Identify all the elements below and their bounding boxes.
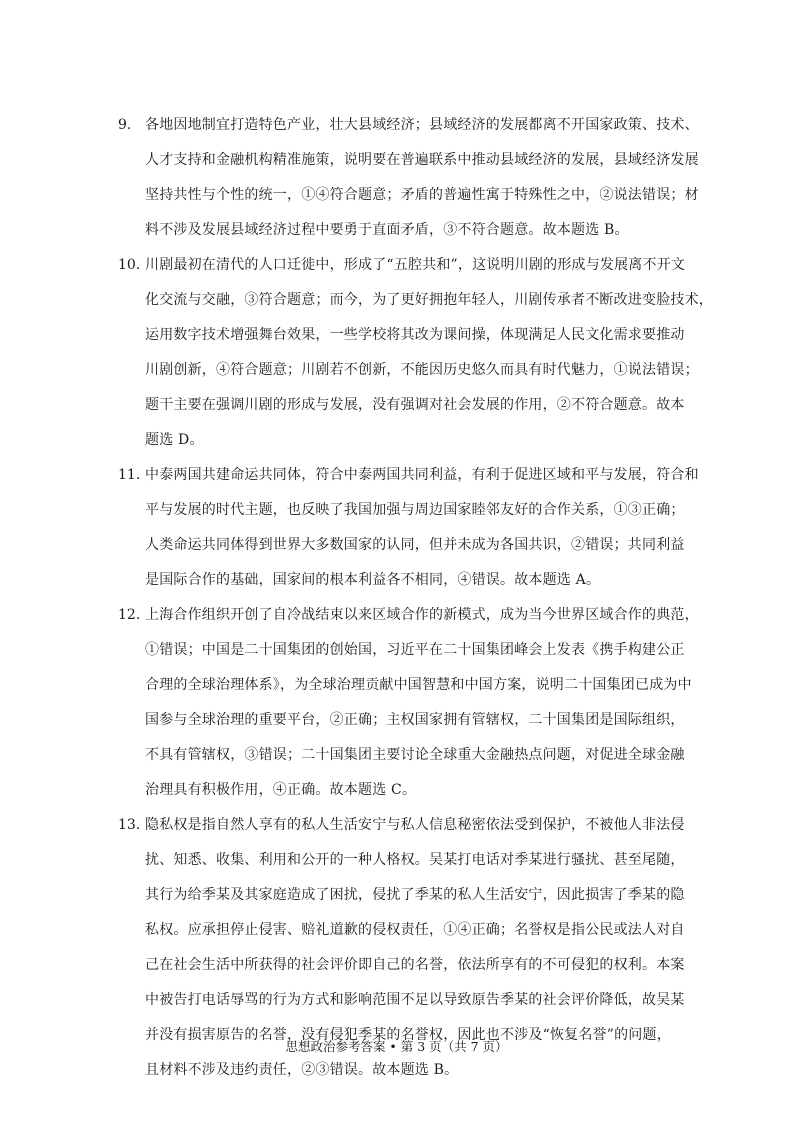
answer-item xyxy=(0,458,793,598)
answer-item xyxy=(0,598,793,808)
answer-text-line: 题选 D。 xyxy=(145,432,204,448)
answer-text-line: 坚持共性与个性的统一，①④符合题意；矛盾的普遍性寓于特殊性之中，②说法错误；材 xyxy=(145,187,699,203)
answer-text-line: 隐私权是指自然人享有的私人生活安宁与私人信息秘密依法受到保护，不被他人非法侵 xyxy=(145,817,685,833)
answer-text-line: 中被告打电话辱骂的行为方式和影响范围不足以导致原告季某的社会评价降低，故吴某 xyxy=(145,992,685,1008)
answer-text-line: 人类命运共同体得到世界大多数国家的认同，但并未成为各国共识，②错误；共同利益 xyxy=(145,537,685,553)
answer-text-line: 并没有损害原告的名誉，没有侵犯季某的名誉权，因此也不涉及“恢复名誉”的问题， xyxy=(145,1027,671,1043)
answer-text-line: ①错误；中国是二十国集团的创始国，习近平在二十国集团峰会上发表《携手构建公正 xyxy=(145,642,685,658)
answer-number: 12. xyxy=(118,607,141,623)
answer-number: 13. xyxy=(118,817,141,833)
page-footer: 思想政治参考答案 • 第 3 页（共 7 页） xyxy=(285,1039,508,1054)
answer-item xyxy=(0,108,793,248)
answer-number: 11. xyxy=(118,467,141,483)
answer-text-line: 各地因地制宜打造特色产业，壮大县域经济；县域经济的发展都离不开国家政策、技术、 xyxy=(145,117,699,133)
answer-text-line: 化交流与交融，③符合题意；而今，为了更好拥抱年轻人，川剧传承者不断改进变脸技术， xyxy=(145,292,713,308)
answer-text-line: 料不涉及发展县域经济过程中要勇于直面矛盾，③不符合题意。故本题选 B。 xyxy=(145,222,629,238)
answer-item xyxy=(0,248,793,458)
answer-text-line: 川剧最初在清代的人口迁徙中，形成了“五腔共和”，这说明川剧的形成与发展离不开文 xyxy=(145,257,686,273)
answer-text-line: 运用数字技术增强舞台效果，一些学校将其改为课间操，体现满足人民文化需求要推动 xyxy=(145,327,685,343)
answer-text-line: 合理的全球治理体系》，为全球治理贡献中国智慧和中国方案，说明二十国集团已成为中 xyxy=(145,677,692,693)
answer-text-line: 且材料不涉及违约责任，②③错误。故本题选 B。 xyxy=(145,1062,459,1078)
answer-list xyxy=(0,108,793,1088)
answer-text-line: 是国际合作的基础，国家间的根本利益各不相同，④错误。故本题选 A。 xyxy=(145,572,601,588)
answer-text-line: 川剧创新，④符合题意；川剧若不创新，不能因历史悠久而具有时代魅力，①说法错误； xyxy=(145,362,699,378)
answer-text-line: 题干主要在强调川剧的形成与发展，没有强调对社会发展的作用，②不符合题意。故本 xyxy=(145,397,685,413)
answer-number: 10. xyxy=(118,257,141,273)
answer-text-line: 国参与全球治理的重要平台，②正确；主权国家拥有管辖权，二十国集团是国际组织， xyxy=(145,712,685,728)
answer-text-line: 扰、知悉、收集、利用和公开的一种人格权。吴某打电话对季某进行骚扰、甚至尾随， xyxy=(145,852,685,868)
answer-text-line: 平与发展的时代主题，也反映了我国加强与周边国家睦邻友好的合作关系，①③正确； xyxy=(145,502,685,518)
answer-text-line: 己在社会生活中所获得的社会评价即自己的名誉，依法所享有的不可侵犯的权利。本案 xyxy=(145,957,685,973)
answer-text-line: 其行为给季某及其家庭造成了困扰，侵扰了季某的私人生活安宁，因此损害了季某的隐 xyxy=(145,887,685,903)
answer-text-line: 中泰两国共建命运共同体，符合中泰两国共同利益，有利于促进区域和平与发展，符合和 xyxy=(145,467,699,483)
answer-text-line: 上海合作组织开创了自冷战结束以来区域合作的新模式，成为当今世界区域合作的典范， xyxy=(145,607,699,623)
answer-text-line: 治理具有积极作用，④正确。故本题选 C。 xyxy=(145,782,417,798)
answer-text-line: 人才支持和金融机构精准施策，说明要在普遍联系中推动县域经济的发展，县域经济发展 xyxy=(145,152,699,168)
answer-text-line: 不具有管辖权，③错误；二十国集团主要讨论全球重大金融热点问题，对促进全球金融 xyxy=(145,747,685,763)
answer-number: 9. xyxy=(118,117,132,133)
answer-text-line: 私权。应承担停止侵害、赔礼道歉的侵权责任，①④正确；名誉权是指公民或法人对自 xyxy=(145,922,685,938)
